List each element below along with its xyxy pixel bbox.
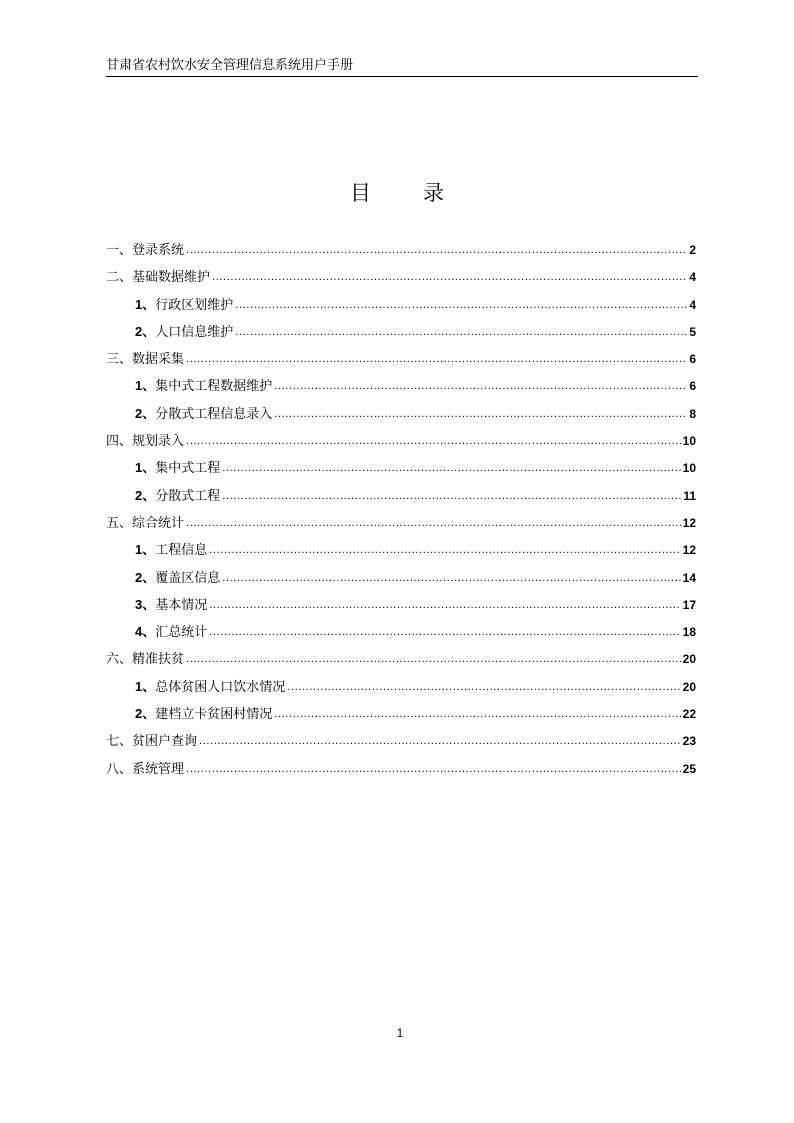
document-title: 甘肃省农村饮水安全管理信息系统用户手册: [106, 58, 354, 73]
toc-entry-page: 23: [682, 734, 696, 749]
toc-dot-leader: [199, 730, 681, 753]
toc-entry-label: 工程信息: [155, 543, 208, 559]
toc-dot-leader: [222, 457, 680, 480]
toc-entry[interactable]: [106, 348, 696, 375]
toc-dot-leader: [235, 294, 687, 317]
toc-dot-leader: [274, 375, 687, 398]
toc-entry[interactable]: [106, 676, 696, 703]
toc-entry-page: 25: [682, 761, 696, 776]
toc-entry-page: 4: [689, 297, 696, 312]
toc-entry[interactable]: [106, 703, 696, 730]
toc-entry[interactable]: [106, 594, 696, 621]
toc-dot-leader: [209, 594, 680, 617]
toc-entry[interactable]: [106, 403, 696, 430]
toc-entry[interactable]: [106, 239, 696, 266]
table-of-contents: [106, 239, 696, 785]
toc-entry[interactable]: [106, 621, 696, 648]
toc-entry-label: 集中式工程: [155, 461, 221, 477]
toc-dot-leader: [274, 703, 680, 726]
toc-dot-leader: [212, 266, 687, 289]
toc-dot-leader: [222, 567, 680, 590]
toc-entry[interactable]: [106, 321, 696, 348]
toc-entry-label: 分散式工程: [155, 488, 221, 504]
toc-entry[interactable]: [106, 294, 696, 321]
toc-dot-leader: [186, 758, 681, 781]
toc-dot-leader: [235, 321, 687, 344]
toc-entry[interactable]: [106, 266, 696, 293]
toc-entry-number: 3、: [135, 596, 156, 612]
toc-entry-number: 2、: [135, 405, 156, 421]
toc-dot-leader: [186, 512, 681, 535]
toc-entry-label: 总体贫困人口饮水情况: [155, 679, 286, 695]
toc-entry[interactable]: [106, 758, 696, 785]
toc-entry[interactable]: [106, 457, 696, 484]
toc-entry-page: 10: [682, 461, 696, 476]
toc-entry[interactable]: [106, 485, 696, 512]
toc-entry-label: 基本情况: [155, 597, 208, 613]
toc-entry-number: 2、: [135, 323, 156, 339]
toc-heading: [0, 178, 794, 208]
toc-entry-label: 行政区划维护: [155, 297, 234, 313]
toc-entry-number: 2、: [135, 569, 156, 585]
toc-entry-page: 22: [682, 707, 696, 722]
toc-entry[interactable]: [106, 512, 696, 539]
toc-entry-number: 1、: [135, 460, 156, 476]
toc-entry-label: 三、数据采集: [106, 352, 185, 368]
toc-entry-label: 六、精准扶贫: [106, 652, 185, 668]
toc-entry[interactable]: [106, 430, 696, 457]
toc-entry-page: 11: [683, 488, 696, 503]
toc-entry-number: 1、: [135, 378, 156, 394]
toc-dot-leader: [209, 621, 680, 644]
toc-entry-page: 8: [689, 406, 696, 421]
toc-entry-page: 2: [689, 243, 696, 257]
toc-entry-page: 10: [682, 434, 696, 449]
toc-dot-leader: [186, 348, 687, 371]
toc-entry-label: 四、规划录入: [106, 434, 185, 450]
toc-entry-number: 1、: [135, 678, 156, 694]
toc-dot-leader: [274, 403, 687, 426]
toc-entry[interactable]: [106, 567, 696, 594]
toc-entry-page: 17: [682, 597, 696, 612]
toc-entry-number: 1、: [135, 542, 156, 558]
toc-entry-page: 12: [682, 515, 696, 530]
toc-entry-label: 七、贫困户查询: [106, 734, 198, 750]
toc-entry[interactable]: [106, 375, 696, 402]
toc-entry-page: 5: [689, 324, 696, 339]
toc-entry-label: 八、系统管理: [106, 761, 185, 777]
toc-entry-number: 2、: [135, 706, 156, 722]
toc-dot-leader: [186, 430, 681, 453]
toc-dot-leader: [209, 539, 680, 562]
toc-entry-number: 4、: [135, 624, 156, 640]
toc-entry-label: 建档立卡贫困村情况: [155, 707, 273, 723]
toc-entry-page: 4: [689, 270, 696, 285]
toc-entry-label: 人口信息维护: [155, 324, 234, 340]
toc-dot-leader: [186, 239, 687, 262]
toc-entry[interactable]: [106, 648, 696, 675]
toc-heading-right: 录: [423, 181, 444, 205]
toc-entry-label: 覆盖区信息: [155, 570, 221, 586]
toc-entry[interactable]: [106, 730, 696, 757]
toc-entry[interactable]: [106, 539, 696, 566]
toc-dot-leader: [287, 676, 680, 699]
toc-entry-page: 6: [689, 352, 696, 367]
toc-entry-label: 集中式工程数据维护: [155, 379, 273, 395]
toc-entry-page: 6: [689, 379, 696, 394]
toc-entry-page: 12: [682, 543, 696, 558]
toc-entry-label: 二、基础数据维护: [106, 270, 211, 286]
toc-entry-number: 1、: [135, 296, 156, 312]
toc-entry-page: 20: [682, 679, 696, 694]
toc-entry-page: 14: [682, 570, 696, 585]
toc-entry-page: 20: [682, 652, 696, 667]
toc-entry-label: 五、综合统计: [106, 515, 185, 531]
toc-entry-label: 分散式工程信息录入: [155, 406, 273, 422]
page-header: [106, 57, 698, 77]
toc-entry-number: 2、: [135, 487, 156, 503]
toc-entry-label: 一、登录系统: [106, 243, 185, 258]
toc-entry-page: 18: [682, 625, 696, 640]
toc-dot-leader: [186, 648, 681, 671]
page-number: 1: [396, 1026, 404, 1040]
toc-entry-label: 汇总统计: [155, 625, 208, 641]
toc-heading-left: 目: [350, 181, 371, 205]
toc-dot-leader: [222, 485, 681, 508]
